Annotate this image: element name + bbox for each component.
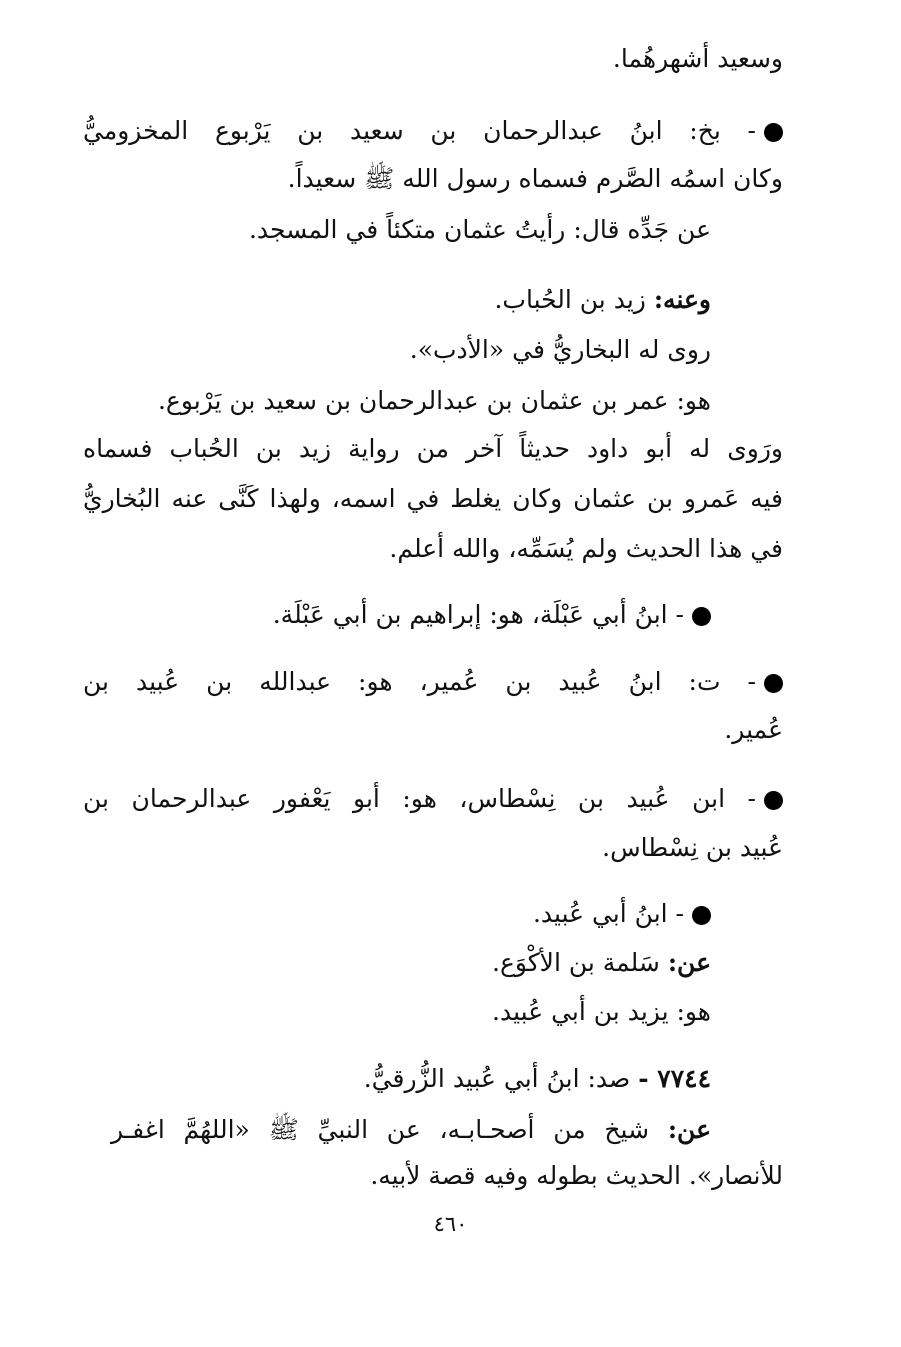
line-text: عُمير. [724, 715, 783, 744]
bullet-icon [764, 123, 783, 142]
line-text: - ابنُ أبي عَبْلَة، هو: إبراهيم بن أبي عَبْلَة. [272, 600, 684, 629]
entry-ubayd-umayr-line-2 [83, 715, 783, 745]
line-text: سَلمة بن الأكْوَع. [492, 948, 660, 977]
entry-abi-ubayd-line-3 [111, 997, 711, 1027]
entry-7744-line-2 [111, 1115, 711, 1145]
line-text: - ت: ابنُ عُبيد بن عُمير، هو: عبدالله بن عُبيد بن [83, 667, 756, 696]
entry-abi-ubayd-line-1 [111, 899, 711, 929]
line-text: روى له البخاريُّ في «الأدب». [409, 335, 711, 364]
entry-bukh-line-9 [83, 534, 783, 564]
line-text: هو: عمر بن عثمان بن عبدالرحمان بن سعيد بن يَرْبوع. [157, 386, 711, 415]
line-text: وكان اسمُه الصَّرم فسماه رسول الله ﷺ سعيداً. [287, 164, 783, 193]
line-text: صد: ابنُ أبي عُبيد الزُّرقيُّ. [363, 1064, 631, 1093]
entry-abi-ubayd-narrator-line [111, 948, 711, 978]
bullet-icon [764, 791, 783, 810]
entry-bukh-line-6 [111, 386, 711, 416]
text-line-1 [83, 44, 783, 74]
entry-7744-line-3 [83, 1161, 783, 1191]
line-text: شيخ من أصحـابـه، عن النبيِّ ﷺ «اللهُمَّ اغفـر [111, 1115, 650, 1144]
line-text: ورَوى له أبو داود حديثاً آخر من رواية زيد بن الحُباب فسماه [83, 434, 783, 463]
bullet-icon [692, 607, 711, 626]
narrator-label: وعنه: [653, 285, 711, 314]
entry-bukh-line-7 [83, 434, 783, 464]
line-text: - ابن عُبيد بن نِسْطاس، هو: أبو يَعْفور عبدالرحمان بن [83, 784, 756, 813]
entry-bukh-line-8 [83, 484, 783, 514]
bullet-icon [692, 906, 711, 925]
bullet-icon [764, 674, 783, 693]
entry-bukh-line-3 [111, 215, 711, 245]
page-number: ٤٦٠ [433, 1212, 468, 1236]
entry-number: ٧٧٤٤ - [638, 1064, 711, 1093]
entry-ubayd-umayr-line-1 [83, 667, 783, 697]
line-text: عُبيد بن نِسْطاس. [602, 833, 783, 862]
narrator-label: عن: [667, 1115, 712, 1144]
entry-nistas-line-1 [83, 784, 783, 814]
entry-bukh-line-1 [83, 116, 783, 146]
line-text: هو: يزيد بن أبي عُبيد. [492, 997, 711, 1026]
line-text: في هذا الحديث ولم يُسَمِّه، والله أعلم. [389, 534, 783, 563]
line-text: وسعيد أشهرهُما. [612, 44, 783, 73]
line-text: - ابنُ أبي عُبيد. [532, 899, 684, 928]
line-text: - بخ: ابنُ عبدالرحمان بن سعيد بن يَرْبوع المخزوميُّ [83, 116, 756, 145]
entry-bukh-narrator-line [111, 285, 711, 315]
line-text: فيه عَمرو بن عثمان وكان يغلط في اسمه، ولهذا كَنَّى عنه البُخاريُّ [83, 484, 783, 513]
line-text: زيد بن الحُباب. [494, 285, 646, 314]
line-text: للأنصار». الحديث بطوله وفيه قصة لأبيه. [370, 1161, 783, 1190]
entry-bukh-line-5 [111, 335, 711, 365]
line-text: عن جَدِّه قال: رأيتُ عثمان متكئاً في المسجد. [248, 215, 711, 244]
entry-7744-line-1 [111, 1064, 711, 1094]
narrator-label: عن: [667, 948, 711, 977]
entry-bukh-line-2 [83, 164, 783, 194]
entry-abi-abla [111, 600, 711, 630]
entry-nistas-line-2 [83, 833, 783, 863]
